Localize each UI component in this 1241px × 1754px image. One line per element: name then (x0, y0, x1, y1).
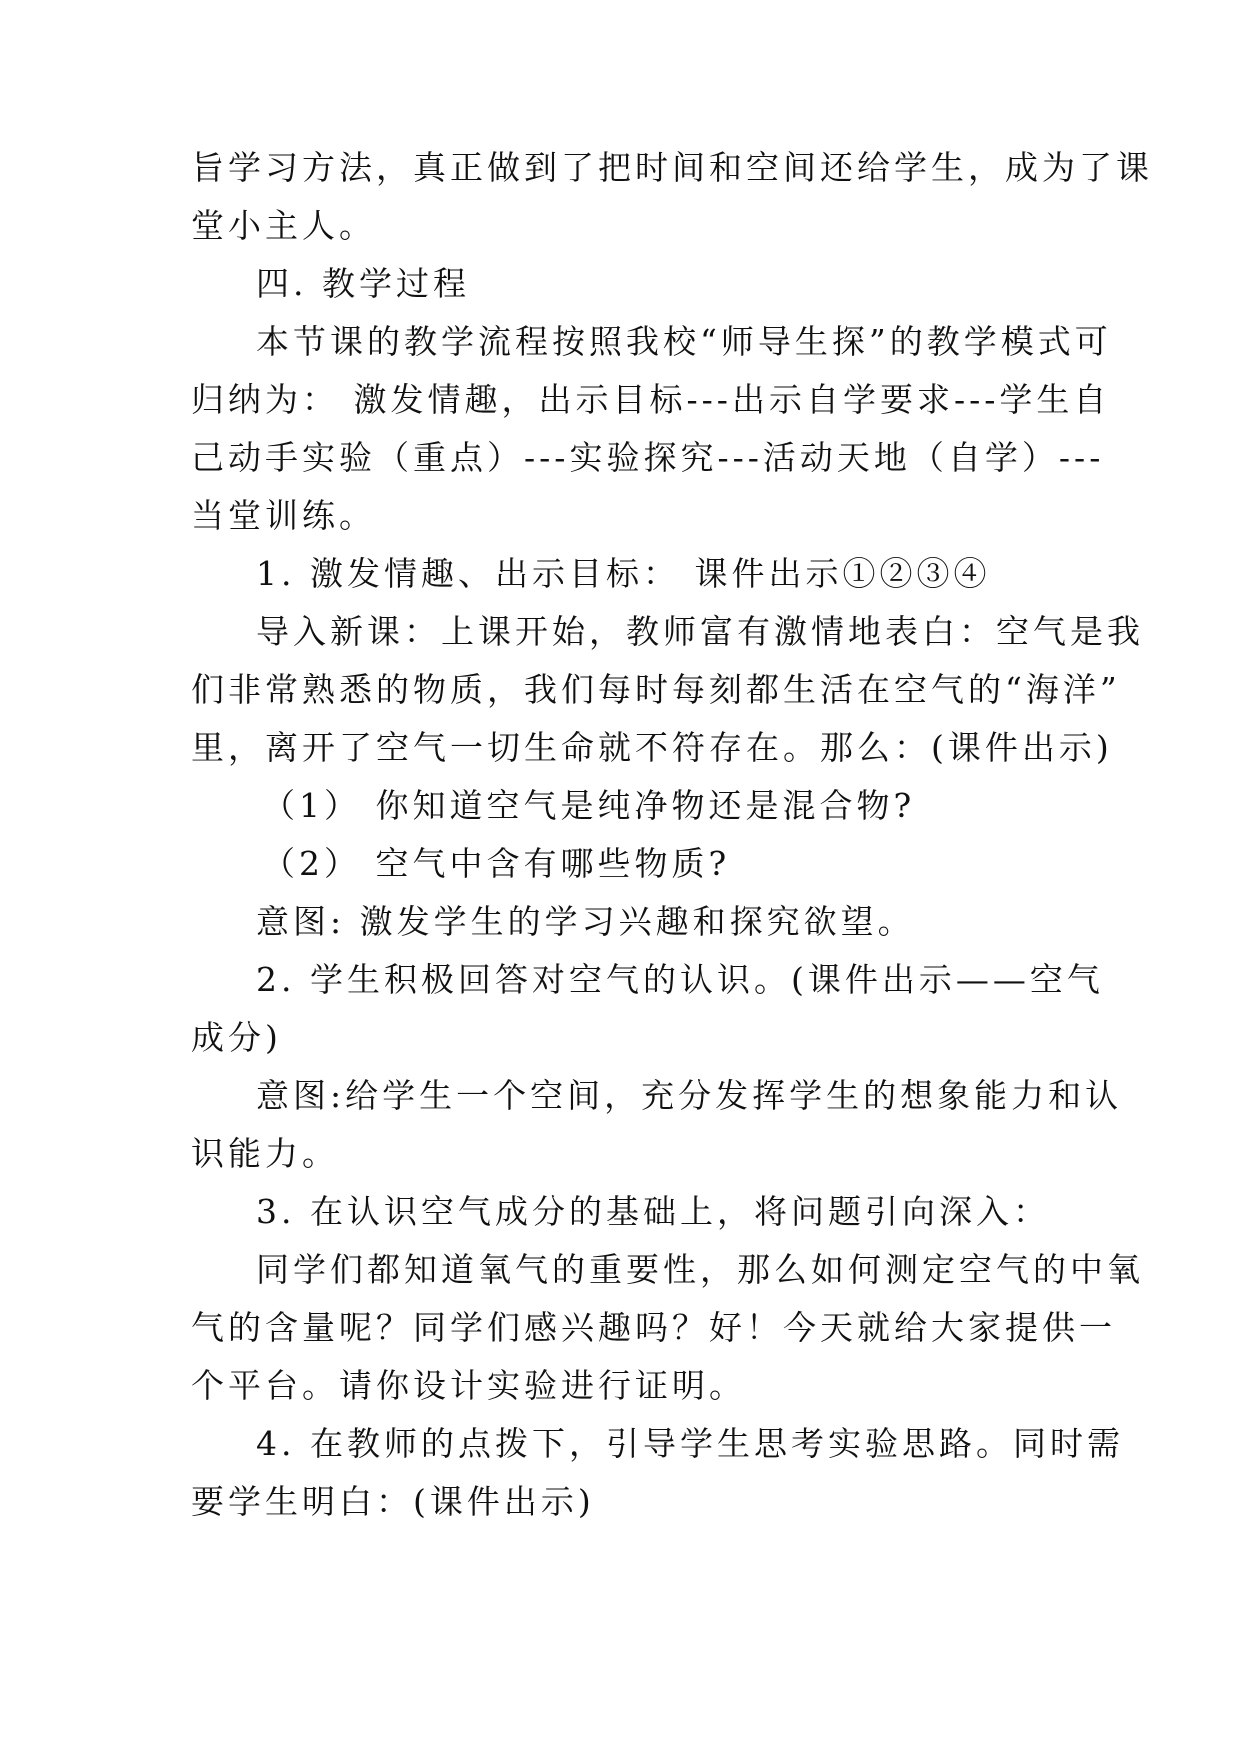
text-line: 成分) (191, 1018, 282, 1057)
text-line: 意图: 激发学生的学习兴趣和探究欲望。 (256, 902, 915, 941)
text-line: 同学们都知道氧气的重要性，那么如何测定空气的中氧 (256, 1250, 1144, 1289)
text-line: 己动手实验（重点）---实验探究---活动天地（自学）--- (191, 438, 1105, 477)
list-item: 4. 在教师的点拨下，引导学生思考实验思路。同时需 (256, 1424, 1124, 1463)
text-line: 意图:给学生一个空间，充分发挥学生的想象能力和认 (256, 1076, 1123, 1115)
text-line: 里，离开了空气一切生命就不符存在。那么：(课件出示) (191, 728, 1113, 767)
list-item: 2. 学生积极回答对空气的认识。(课件出示——空气 (256, 960, 1104, 999)
text-line: 归纳为： 激发情趣，出示目标---出示自学要求---学生自 (191, 380, 1111, 419)
text-line: 气的含量呢？同学们感兴趣吗？好！今天就给大家提供一 (191, 1308, 1116, 1347)
text-line: 堂小主人。 (191, 206, 376, 245)
text-line: 本节课的教学流程按照我校“师导生探”的教学模式可 (256, 322, 1112, 361)
question-item: （2） 空气中含有哪些物质? (262, 844, 731, 883)
text-line: 识能力。 (191, 1134, 339, 1173)
section-heading: 四. 教学过程 (256, 264, 470, 303)
question-item: （1） 你知道空气是纯净物还是混合物? (262, 786, 916, 825)
text-line: 导入新课：上课开始，教师富有激情地表白：空气是我 (256, 612, 1144, 651)
list-item: 1. 激发情趣、出示目标： 课件出示①②③④ (256, 554, 991, 593)
text-line: 个平台。请你设计实验进行证明。 (191, 1366, 746, 1405)
text-line: 旨学习方法，真正做到了把时间和空间还给学生，成为了课 (191, 148, 1153, 187)
text-line: 要学生明白：(课件出示) (191, 1482, 595, 1521)
text-line: 们非常熟悉的物质，我们每时每刻都生活在空气的“海洋” (191, 670, 1121, 709)
list-item: 3. 在认识空气成分的基础上，将问题引向深入： (256, 1192, 1050, 1231)
text-line: 当堂训练。 (191, 496, 376, 535)
